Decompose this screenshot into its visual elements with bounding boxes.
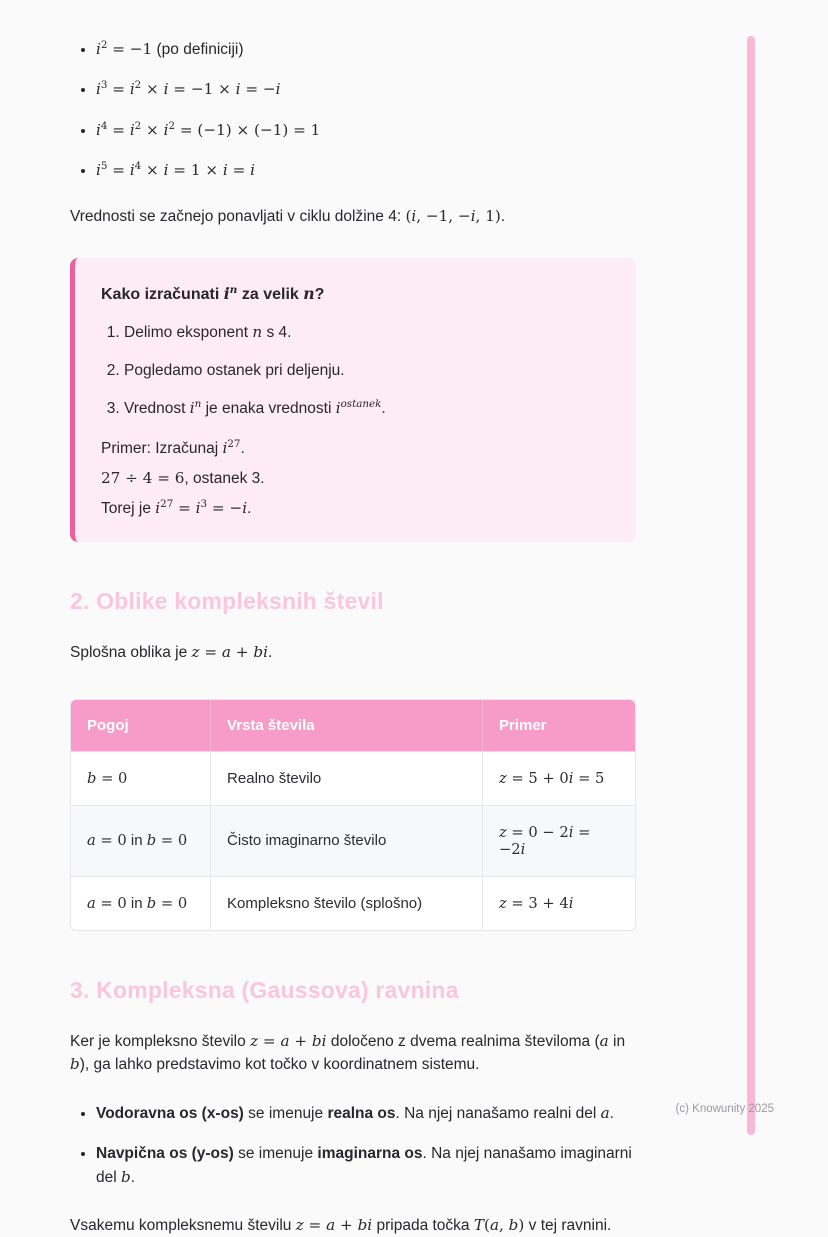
list-item: 1. Delimo eksponent n s 4. [124, 321, 608, 344]
callout-example-line: Torej je $i^{27} = i^3 = -i$. [101, 497, 252, 518]
list-item: • $i^4 = i^2 \times i^2 = (-1) \times (-1) = 1$ [96, 119, 636, 142]
list-item: 2. Pogledamo ostanek pri deljenju. [124, 360, 608, 382]
section-3-intro: Ker je kompleksno število z = a + bi določeno z dvema realnima številoma (a in b), ga lahko predstavimo kot točko v koordinatnem sistemu. [70, 1031, 626, 1073]
powers-of-i-list [70, 38, 636, 183]
table-header-vrsta: Vrsta števila [211, 700, 483, 752]
table-header-row [71, 700, 635, 752]
callout-steps-list [101, 321, 608, 420]
cycle-paragraph: Vrednosti se začnejo ponavljati v ciklu dolžine 4: (i, −1, −i, 1). [70, 206, 506, 225]
footer-copyright: (c) Knowunity 2025 [675, 1103, 774, 1115]
list-item: • Vodoravna os (x-os) se imenuje realna os. Na njej nanašamo realni del a. [96, 1102, 636, 1126]
table-header-pogoj: Pogoj [71, 700, 211, 752]
table-cell: z = 3 + 4i [482, 876, 635, 930]
axes-list [70, 1102, 636, 1190]
forms-table [70, 699, 636, 931]
table-cell: Kompleksno število (splošno) [211, 876, 483, 930]
table-cell: Čisto imaginarno število [211, 805, 483, 876]
list-item: 3. Vrednost $i^n$ je enaka vrednosti $i^{ostanek}$. [124, 397, 608, 420]
table-cell: z = 5 + 0i = 5 [482, 751, 635, 805]
list-item: • $i^3 = i^2 \times i = -1 \times i = -i$ [96, 78, 636, 101]
table-cell: a = 0 in b = 0 [71, 805, 211, 876]
table-cell: b = 0 [71, 751, 211, 805]
section-2-heading: 2. Oblike kompleksnih števil [70, 588, 384, 615]
callout-example-line: Primer: Izračunaj $i^{27}$. [101, 437, 245, 457]
section-3-outro: Vsakemu kompleksnemu številu z = a + bi pripada točka T(a, b) v tej ravnini. [70, 1216, 612, 1235]
list-item: • $i^5 = i^4 \times i = 1 \times i = i$ [96, 159, 636, 182]
callout-title: Kako izračunati $i^n$ za velik n? [101, 282, 325, 304]
section-3-heading: 3. Kompleksna (Gaussova) ravnina [70, 976, 459, 1003]
list-item: • $i^2 = -1$ (po definiciji) [96, 38, 636, 61]
table-cell: z = 0 − 2i = −2i [482, 805, 635, 876]
list-item: • Navpična os (y-os) se imenuje imaginarna os. Na njej nanašamo imaginarni del b. [96, 1142, 636, 1190]
table-header-primer: Primer [482, 700, 635, 752]
forms-table-grid [71, 700, 635, 930]
table-cell: a = 0 in b = 0 [71, 876, 211, 930]
table-row [71, 751, 635, 805]
document-page [70, 38, 636, 1237]
table-row [71, 805, 635, 876]
table-cell: Realno število [211, 751, 483, 805]
table-row [71, 876, 635, 930]
callout-example-line: 27 ÷ 4 = 6, ostanek 3. [101, 468, 265, 487]
callout-box [70, 258, 636, 542]
section-2-intro: Splošna oblika je z = a + bi. [70, 643, 273, 662]
page-edge-strip [747, 36, 755, 1135]
